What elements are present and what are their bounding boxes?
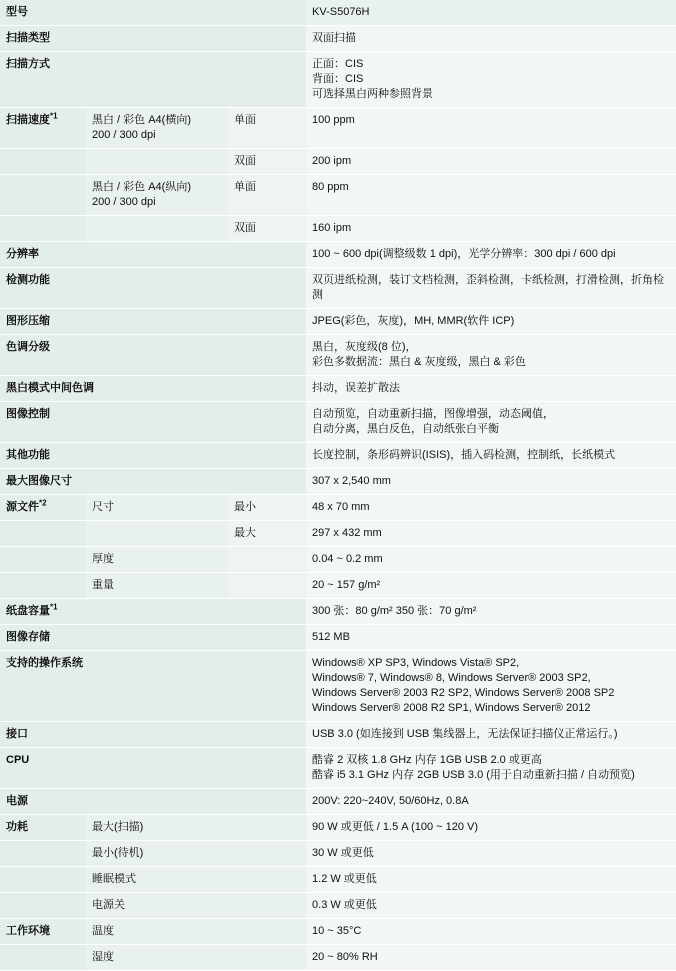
text-line: 可选择黑白两种参照背景 — [312, 88, 434, 100]
text-line: 自动分离，黑白反色，自动纸张白平衡 — [312, 423, 500, 435]
row-label: 功耗 — [0, 815, 86, 841]
table-row — [0, 521, 676, 547]
row-value: USB 3.0 (如连接到 USB 集线器上，无法保证扫描仪正常运行。) — [306, 722, 676, 748]
row-value: 30 W 或更低 — [306, 841, 676, 867]
row-label: 图像存储 — [0, 625, 306, 651]
row-value: 48 x 70 mm — [306, 495, 676, 521]
row-sublabel-2: 最大 — [228, 521, 306, 547]
row-sublabel: 湿度 — [86, 945, 306, 971]
table-row — [0, 651, 676, 722]
text-line: 正面：CIS — [312, 58, 364, 70]
row-label — [0, 945, 86, 971]
row-sublabel: 最小(待机) — [86, 841, 306, 867]
row-value: 1.2 W 或更低 — [306, 867, 676, 893]
row-value: 10 ~ 35°C — [306, 919, 676, 945]
row-label: 其他功能 — [0, 443, 306, 469]
row-sublabel: 最大(扫描) — [86, 815, 306, 841]
row-sublabel-2 — [228, 573, 306, 599]
row-value: 80 ppm — [306, 175, 676, 216]
text-line: 自动预览，自动重新扫描，图像增强，动态阈值， — [312, 408, 555, 420]
row-value: 300 张：80 g/m² 350 张：70 g/m² — [306, 599, 676, 625]
text-line: Windows Server® 2008 R2 SP1, Windows Server® 2012 — [312, 702, 591, 714]
table-row — [0, 469, 676, 495]
table-row — [0, 625, 676, 651]
table-row — [0, 919, 676, 945]
table-row — [0, 599, 676, 625]
row-label: 支持的操作系统 — [0, 651, 306, 722]
row-label: 源文件$^{*2}$ — [0, 495, 86, 521]
row-label — [0, 573, 86, 599]
row-label: 黑白模式中间色调 — [0, 376, 306, 402]
row-value: 长度控制，条形码辨识(ISIS)，插入码检测，控制纸，长纸模式 — [306, 443, 676, 469]
row-value — [306, 335, 676, 376]
row-sublabel — [86, 216, 228, 242]
row-value: 双页进纸检测，装订文档检测，歪斜检测，卡纸检测，打滑检测，折角检测 — [306, 268, 676, 309]
table-row — [0, 547, 676, 573]
table-row — [0, 335, 676, 376]
row-label: 图像控制 — [0, 402, 306, 443]
row-sublabel — [86, 175, 228, 216]
row-sublabel-2: 双面 — [228, 149, 306, 175]
row-label — [0, 216, 86, 242]
table-row — [0, 175, 676, 216]
row-value: 0.04 ~ 0.2 mm — [306, 547, 676, 573]
row-sublabel: 睡眠模式 — [86, 867, 306, 893]
text-line: 彩色多数据流：黑白 & 灰度级，黑白 & 彩色 — [312, 356, 526, 368]
row-label — [0, 893, 86, 919]
row-value: 20 ~ 157 g/m² — [306, 573, 676, 599]
row-sublabel — [86, 149, 228, 175]
row-value: 100 ppm — [306, 108, 676, 149]
row-label: 扫描类型 — [0, 26, 306, 52]
row-sublabel-2: 单面 — [228, 108, 306, 149]
footnote-marker: *2 — [39, 498, 47, 508]
text-line: 黑白，灰度级(8 位)， — [312, 341, 417, 353]
row-label — [0, 841, 86, 867]
row-label — [0, 149, 86, 175]
text-line: 酷睿 i5 3.1 GHz 内存 2GB USB 3.0 (用于自动重新扫描 / 自动预览) — [312, 769, 635, 781]
text-line: 背面：CIS — [312, 73, 364, 85]
row-sublabel: 厚度 — [86, 547, 228, 573]
row-value — [306, 748, 676, 789]
row-label: 图形压缩 — [0, 309, 306, 335]
row-label: 检测功能 — [0, 268, 306, 309]
table-row — [0, 376, 676, 402]
table-row — [0, 216, 676, 242]
table-row — [0, 867, 676, 893]
table-row — [0, 52, 676, 108]
row-label: 接口 — [0, 722, 306, 748]
text-line: Windows® 7, Windows® 8, Windows Server® 2003 SP2, — [312, 672, 591, 684]
text-line: 200 / 300 dpi — [92, 129, 156, 141]
row-value: 双面扫描 — [306, 26, 676, 52]
row-sublabel-2 — [228, 547, 306, 573]
table-row — [0, 242, 676, 268]
footnote-marker: *1 — [50, 602, 58, 612]
row-value: 20 ~ 80% RH — [306, 945, 676, 971]
table-row — [0, 443, 676, 469]
table-row — [0, 789, 676, 815]
row-value — [306, 402, 676, 443]
row-value: JPEG(彩色，灰度)，MH, MMR(软件 ICP) — [306, 309, 676, 335]
row-label: 扫描速度$^{*1}$ — [0, 108, 86, 149]
row-label — [0, 521, 86, 547]
table-row — [0, 945, 676, 971]
row-value: 抖动，误差扩散法 — [306, 376, 676, 402]
row-sublabel: 重量 — [86, 573, 228, 599]
row-sublabel: 电源关 — [86, 893, 306, 919]
table-row — [0, 722, 676, 748]
text-line: 酷睿 2 双核 1.8 GHz 内存 1GB USB 2.0 或更高 — [312, 754, 542, 766]
table-row — [0, 495, 676, 521]
row-label: 工作环境 — [0, 919, 86, 945]
row-label — [0, 867, 86, 893]
row-value: 512 MB — [306, 625, 676, 651]
row-value — [306, 52, 676, 108]
row-value: 200 ipm — [306, 149, 676, 175]
table-row — [0, 108, 676, 149]
row-value: 160 ipm — [306, 216, 676, 242]
row-label: 纸盘容量$^{*1}$ — [0, 599, 306, 625]
row-label: CPU — [0, 748, 306, 789]
text-line: 黑白 / 彩色 A4(横向) — [92, 114, 192, 126]
table-row — [0, 893, 676, 919]
row-value: 307 x 2,540 mm — [306, 469, 676, 495]
row-sublabel: 尺寸 — [86, 495, 228, 521]
table-row — [0, 815, 676, 841]
table-row — [0, 573, 676, 599]
footnote-marker: *1 — [50, 111, 58, 121]
row-label: 最大图像尺寸 — [0, 469, 306, 495]
row-sublabel-2: 单面 — [228, 175, 306, 216]
row-value: 200V: 220~240V, 50/60Hz, 0.8A — [306, 789, 676, 815]
row-label — [0, 547, 86, 573]
table-row — [0, 0, 676, 26]
text-line: Windows® XP SP3, Windows Vista® SP2, — [312, 657, 520, 669]
row-sublabel: 温度 — [86, 919, 306, 945]
row-sublabel-2: 最小 — [228, 495, 306, 521]
row-value: 0.3 W 或更低 — [306, 893, 676, 919]
table-row — [0, 841, 676, 867]
row-value: 297 x 432 mm — [306, 521, 676, 547]
table-row — [0, 268, 676, 309]
row-label: 电源 — [0, 789, 306, 815]
row-label: 色调分级 — [0, 335, 306, 376]
text-line: Windows Server® 2003 R2 SP2, Windows Server® 2008 SP2 — [312, 687, 615, 699]
row-label — [0, 175, 86, 216]
text-line: 黑白 / 彩色 A4(纵向) — [92, 181, 192, 193]
row-label: 型号 — [0, 0, 306, 26]
table-row — [0, 149, 676, 175]
table-row — [0, 402, 676, 443]
row-value: 90 W 或更低 / 1.5 A (100 ~ 120 V) — [306, 815, 676, 841]
row-value: KV-S5076H — [306, 0, 676, 26]
row-sublabel-2: 双面 — [228, 216, 306, 242]
row-sublabel — [86, 521, 228, 547]
table-row — [0, 26, 676, 52]
table-row — [0, 748, 676, 789]
row-label: 扫描方式 — [0, 52, 306, 108]
row-value — [306, 651, 676, 722]
row-value: 100 ~ 600 dpi(调整级数 1 dpi)，光学分辨率：300 dpi / 600 dpi — [306, 242, 676, 268]
table-row — [0, 309, 676, 335]
text-line: 200 / 300 dpi — [92, 196, 156, 208]
row-label: 分辨率 — [0, 242, 306, 268]
row-sublabel — [86, 108, 228, 149]
